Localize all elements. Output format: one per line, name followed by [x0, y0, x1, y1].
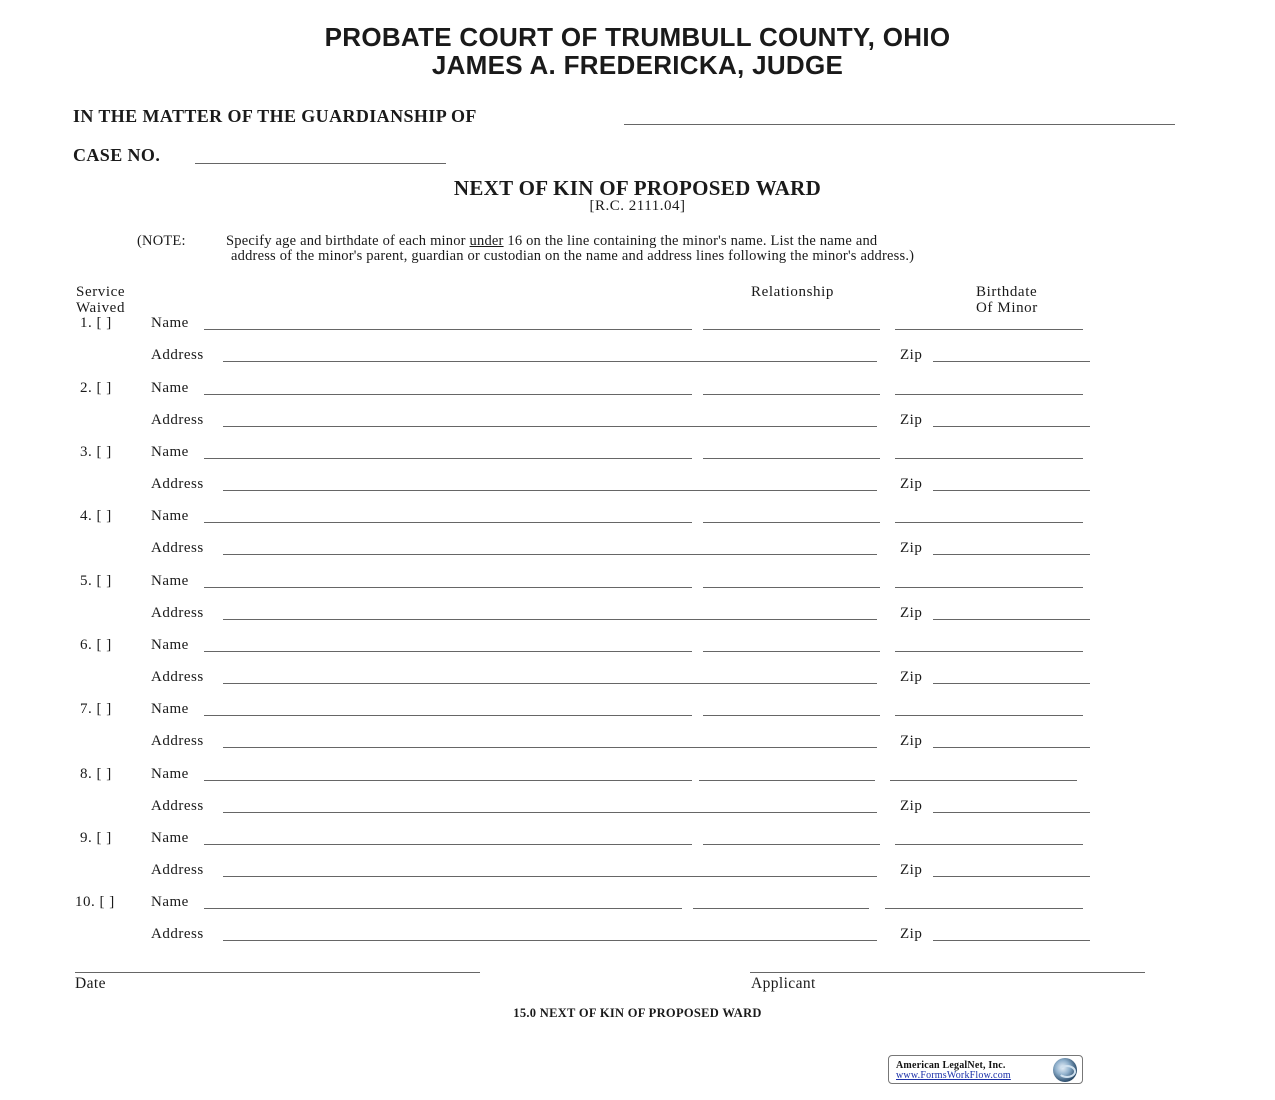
service-waived-checkbox[interactable]: 1. [ ]: [80, 315, 112, 331]
case-number-caption: [73, 145, 160, 166]
name-field[interactable]: [204, 651, 692, 652]
form-identifier: 15.0 NEXT OF KIN OF PROPOSED WARD: [513, 1006, 762, 1020]
name-field[interactable]: [204, 844, 692, 845]
name-label: Name: [151, 830, 189, 846]
name-label: Name: [151, 444, 189, 460]
court-name: PROBATE COURT OF TRUMBULL COUNTY, OHIO: [324, 22, 951, 52]
zip-label: Zip: [900, 926, 923, 942]
birthdate-field[interactable]: [895, 394, 1083, 395]
relationship-field[interactable]: [703, 651, 880, 652]
name-label: Name: [151, 637, 189, 653]
publisher-link[interactable]: www.FormsWorkFlow.com: [896, 1070, 1011, 1081]
judge-name: JAMES A. FREDERICKA, JUDGE: [431, 50, 844, 80]
header-text: Waived: [76, 300, 126, 316]
date-label: Date: [75, 975, 106, 992]
name-field[interactable]: [204, 522, 692, 523]
relationship-field[interactable]: [703, 458, 880, 459]
guardianship-caption: [73, 106, 477, 127]
service-waived-checkbox[interactable]: 2. [ ]: [80, 380, 112, 396]
relationship-field[interactable]: [699, 780, 875, 781]
zip-label: Zip: [900, 798, 923, 814]
birthdate-field[interactable]: [895, 458, 1083, 459]
address-label: Address: [151, 347, 204, 363]
zip-label: Zip: [900, 669, 923, 685]
zip-field[interactable]: [933, 940, 1090, 941]
globe-icon: [1053, 1058, 1077, 1082]
service-waived-checkbox[interactable]: 7. [ ]: [80, 701, 112, 717]
relationship-field[interactable]: [703, 715, 880, 716]
name-field[interactable]: [204, 587, 692, 588]
applicant-signature-field[interactable]: [750, 972, 1145, 973]
publisher-logo[interactable]: [888, 1055, 1083, 1084]
birthdate-header: [976, 284, 1038, 316]
relationship-header: Relationship: [751, 284, 835, 300]
zip-label: Zip: [900, 605, 923, 621]
birthdate-field[interactable]: [895, 651, 1083, 652]
zip-field[interactable]: [933, 747, 1090, 748]
address-field[interactable]: [223, 683, 877, 684]
name-label: Name: [151, 701, 189, 717]
note-label: (NOTE:: [137, 233, 186, 249]
name-label: Name: [151, 573, 189, 589]
zip-field[interactable]: [933, 812, 1090, 813]
header-text: Of Minor: [976, 300, 1038, 316]
address-field[interactable]: [223, 554, 877, 555]
service-waived-checkbox[interactable]: 9. [ ]: [80, 830, 112, 846]
relationship-field[interactable]: [703, 844, 880, 845]
birthdate-field[interactable]: [895, 329, 1083, 330]
address-label: Address: [151, 476, 204, 492]
note-text: 16 on the line containing the minor's name. List the name and: [503, 233, 878, 249]
name-field[interactable]: [204, 908, 682, 909]
address-field[interactable]: [223, 940, 877, 941]
name-field[interactable]: [204, 715, 692, 716]
zip-field[interactable]: [933, 876, 1090, 877]
name-label: Name: [151, 508, 189, 524]
service-waived-checkbox[interactable]: 3. [ ]: [80, 444, 112, 460]
service-waived-checkbox[interactable]: 4. [ ]: [80, 508, 112, 524]
address-field[interactable]: [223, 361, 877, 362]
guardianship-label: IN THE MATTER OF THE GUARDIANSHIP OF: [73, 106, 477, 126]
address-field[interactable]: [223, 426, 877, 427]
relationship-field[interactable]: [703, 522, 880, 523]
zip-field[interactable]: [933, 426, 1090, 427]
zip-label: Zip: [900, 733, 923, 749]
header-text: Birthdate: [976, 284, 1038, 300]
note-line-2: address of the minor's parent, guardian or custodian on the name and address lines following the minor's address.): [231, 248, 915, 264]
address-field[interactable]: [223, 619, 877, 620]
birthdate-field[interactable]: [895, 844, 1083, 845]
date-field[interactable]: [75, 972, 480, 973]
name-field[interactable]: [204, 394, 692, 395]
address-field[interactable]: [223, 876, 877, 877]
address-label: Address: [151, 412, 204, 428]
address-label: Address: [151, 605, 204, 621]
birthdate-field[interactable]: [895, 522, 1083, 523]
address-label: Address: [151, 540, 204, 556]
relationship-field[interactable]: [703, 587, 880, 588]
address-label: Address: [151, 862, 204, 878]
zip-label: Zip: [900, 476, 923, 492]
zip-field[interactable]: [933, 619, 1090, 620]
name-field[interactable]: [204, 458, 692, 459]
service-waived-checkbox[interactable]: 5. [ ]: [80, 573, 112, 589]
address-field[interactable]: [223, 812, 877, 813]
birthdate-field[interactable]: [885, 908, 1083, 909]
name-label: Name: [151, 315, 189, 331]
guardianship-name-field[interactable]: [624, 124, 1175, 125]
note-text: Specify age and birthdate of each minor: [226, 233, 470, 249]
service-waived-checkbox[interactable]: 6. [ ]: [80, 637, 112, 653]
form-title: NEXT OF KIN OF PROPOSED WARD: [453, 176, 822, 200]
address-label: Address: [151, 733, 204, 749]
address-field[interactable]: [223, 490, 877, 491]
case-number-field[interactable]: [195, 163, 446, 164]
name-field[interactable]: [204, 780, 692, 781]
address-label: Address: [151, 926, 204, 942]
relationship-field[interactable]: [703, 394, 880, 395]
applicant-label: Applicant: [751, 975, 816, 992]
zip-label: Zip: [900, 862, 923, 878]
relationship-field[interactable]: [703, 329, 880, 330]
zip-field[interactable]: [933, 490, 1090, 491]
address-field[interactable]: [223, 747, 877, 748]
zip-field[interactable]: [933, 683, 1090, 684]
birthdate-field[interactable]: [895, 715, 1083, 716]
case-number-label: CASE NO.: [73, 145, 161, 165]
zip-field[interactable]: [933, 361, 1090, 362]
name-field[interactable]: [204, 329, 692, 330]
relationship-field[interactable]: [693, 908, 869, 909]
zip-label: Zip: [900, 347, 923, 363]
address-label: Address: [151, 798, 204, 814]
birthdate-field[interactable]: [890, 780, 1077, 781]
service-waived-header: [76, 284, 125, 316]
note-emphasis: under: [469, 233, 504, 249]
zip-label: Zip: [900, 412, 923, 428]
service-waived-checkbox[interactable]: 8. [ ]: [80, 766, 112, 782]
name-label: Name: [151, 894, 189, 910]
address-label: Address: [151, 669, 204, 685]
zip-field[interactable]: [933, 554, 1090, 555]
name-label: Name: [151, 380, 189, 396]
name-label: Name: [151, 766, 189, 782]
zip-label: Zip: [900, 540, 923, 556]
service-waived-checkbox[interactable]: 10. [ ]: [75, 894, 115, 910]
statute-reference: [R.C. 2111.04]: [589, 198, 686, 214]
birthdate-field[interactable]: [895, 587, 1083, 588]
header-text: Service: [76, 284, 126, 300]
publisher-name: American LegalNet, Inc.: [896, 1060, 1006, 1071]
